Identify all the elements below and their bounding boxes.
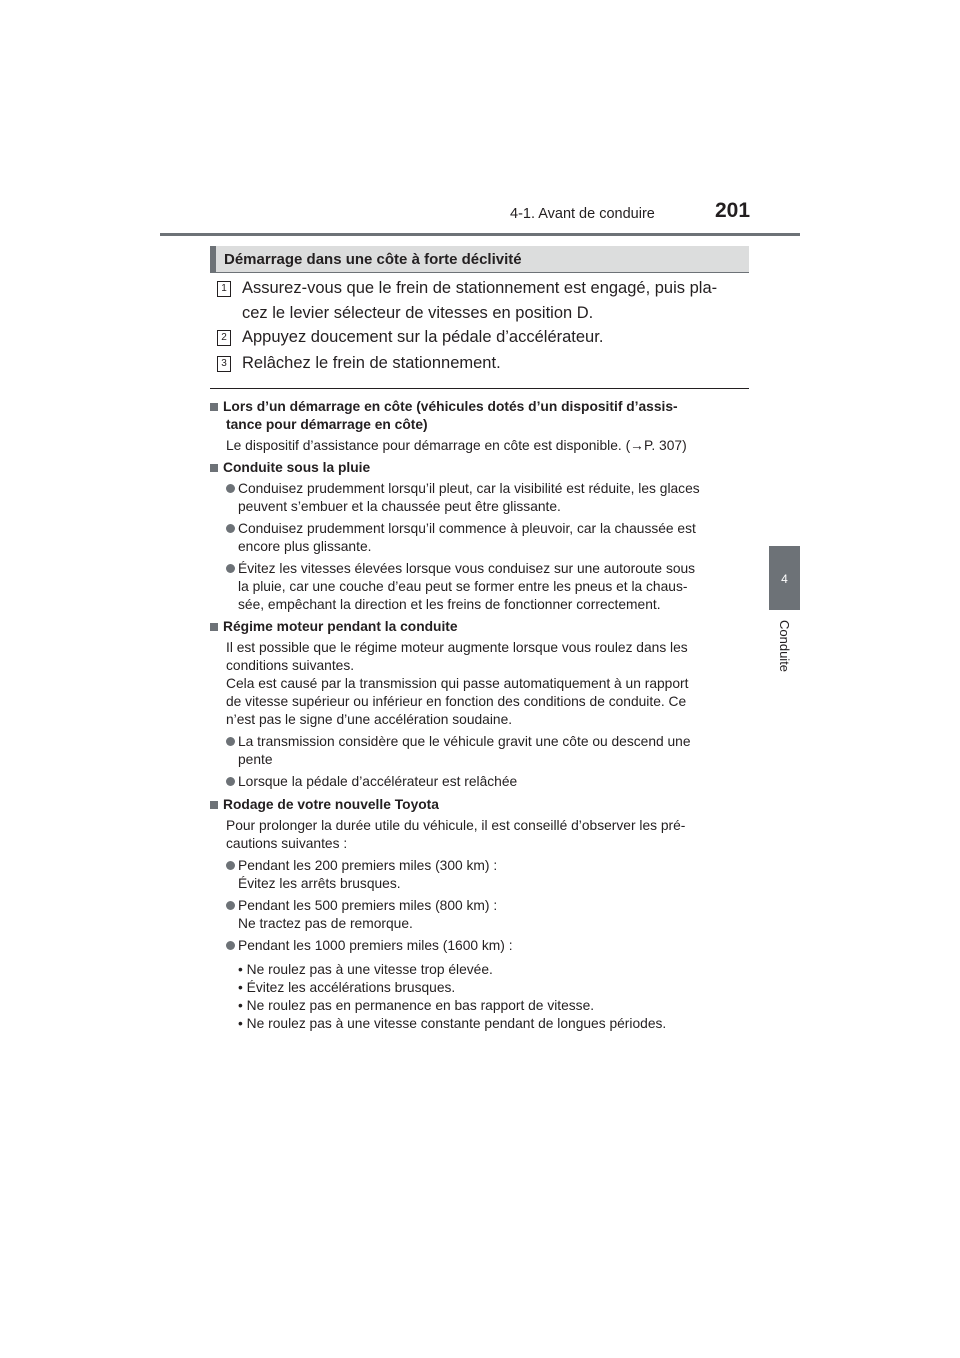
bullet-dot-icon	[226, 564, 235, 573]
bullet-dot-icon	[226, 861, 235, 870]
bullet-dot-icon	[226, 484, 235, 493]
note-heading-break-in: Rodage de votre nouvelle Toyota	[210, 796, 439, 814]
section-title: Démarrage dans une côte à forte déclivité	[224, 251, 522, 268]
bullet-dot-icon	[226, 941, 235, 950]
step-number-1: 1	[217, 281, 231, 297]
step-3-line-1: Relâchez le frein de stationnement.	[242, 354, 501, 372]
engine-text-line-3: Cela est causé par la transmission qui passe automatiquement à un rapport	[226, 676, 689, 691]
breakin-bullet-1-line-1: Pendant les 200 premiers miles (300 km) :	[238, 858, 498, 873]
rain-bullet-3-line-3: sée, empêchant la direction et les freins de fonctionner correctement.	[238, 597, 661, 612]
engine-bullet-1-line-1: La transmission considère que le véhicule gravit une côte ou descend une	[238, 734, 691, 749]
breakin-sub-item-4: • Ne roulez pas à une vitesse constante pendant de longues périodes.	[238, 1016, 667, 1031]
step-number-2: 2	[217, 330, 231, 346]
header-rule	[160, 233, 800, 236]
rain-bullet-3-line-2: la pluie, car une couche d’eau peut se former entre les pneus et la chaus-	[238, 579, 688, 594]
rain-bullet-2-line-1: Conduisez prudemment lorsqu’il commence à pleuvoir, car la chaussée est	[238, 521, 696, 536]
section-divider	[210, 388, 749, 389]
note-text-hill-assist: Le dispositif d’assistance pour démarrage en côte est disponible. (→P. 307)	[226, 438, 687, 453]
step-number-3: 3	[217, 356, 231, 372]
square-bullet-icon	[210, 623, 218, 631]
breakin-sub-item-2: • Évitez les accélérations brusques.	[238, 980, 456, 995]
section-heading-bar	[210, 246, 749, 272]
engine-text-line-5: n’est pas le signe d’une accélération soudaine.	[226, 712, 513, 727]
breakin-text-line-2: cautions suivantes :	[226, 836, 348, 851]
breakin-bullet-2-line-1: Pendant les 500 premiers miles (800 km) :	[238, 898, 498, 913]
engine-text-line-4: de vitesse supérieur ou inférieur en fonction des conditions de conduite. Ce	[226, 694, 687, 709]
note-heading-hill-assist: Lors d’un démarrage en côte (véhicules dotés d’un dispositif d’assis-	[210, 398, 678, 416]
note-heading-hill-assist-cont: tance pour démarrage en côte)	[226, 417, 428, 432]
engine-bullet-2-line-1: Lorsque la pédale d’accélérateur est relâchée	[238, 774, 518, 789]
section-accent	[210, 246, 216, 272]
breakin-sub-item-3: • Ne roulez pas en permanence en bas rapport de vitesse.	[238, 998, 595, 1013]
step-2-line-1: Appuyez doucement sur la pédale d’accélérateur.	[242, 328, 604, 346]
engine-text-line-1: Il est possible que le régime moteur augmente lorsque vous roulez dans les	[226, 640, 688, 655]
breakin-bullet-1-line-2: Évitez les arrêts brusques.	[238, 876, 401, 891]
bullet-dot-icon	[226, 524, 235, 533]
section-underline	[210, 272, 749, 273]
square-bullet-icon	[210, 464, 218, 472]
note-heading-engine-speed: Régime moteur pendant la conduite	[210, 618, 458, 636]
breakin-bullet-2-line-2: Ne tractez pas de remorque.	[238, 916, 413, 931]
rain-bullet-2-line-2: encore plus glissante.	[238, 539, 372, 554]
page-number: 201	[715, 199, 751, 222]
bullet-dot-icon	[226, 737, 235, 746]
square-bullet-icon	[210, 801, 218, 809]
breakin-sub-item-1: • Ne roulez pas à une vitesse trop élevée.	[238, 962, 493, 977]
header-section-title: 4-1. Avant de conduire	[510, 206, 655, 222]
bullet-dot-icon	[226, 777, 235, 786]
breakin-bullet-3-line-1: Pendant les 1000 premiers miles (1600 km) :	[238, 938, 513, 953]
note-heading-rain: Conduite sous la pluie	[210, 459, 370, 477]
rain-bullet-1-line-2: peuvent s’embuer et la chaussée peut être glissante.	[238, 499, 561, 514]
rain-bullet-1-line-1: Conduisez prudemment lorsqu’il pleut, car la visibilité est réduite, les glaces	[238, 481, 700, 496]
chapter-number: 4	[781, 572, 788, 586]
breakin-text-line-1: Pour prolonger la durée utile du véhicule, il est conseillé d’observer les pré-	[226, 818, 686, 833]
step-1-line-1: Assurez-vous que le frein de stationnement est engagé, puis pla-	[242, 279, 718, 297]
bullet-dot-icon	[226, 901, 235, 910]
square-bullet-icon	[210, 403, 218, 411]
engine-text-line-2: conditions suivantes.	[226, 658, 355, 673]
step-1-line-2: cez le levier sélecteur de vitesses en position D.	[242, 304, 594, 322]
rain-bullet-3-line-1: Évitez les vitesses élevées lorsque vous conduisez sur une autoroute sous	[238, 561, 696, 576]
chapter-label: Conduite	[777, 620, 792, 673]
engine-bullet-1-line-2: pente	[238, 752, 273, 767]
